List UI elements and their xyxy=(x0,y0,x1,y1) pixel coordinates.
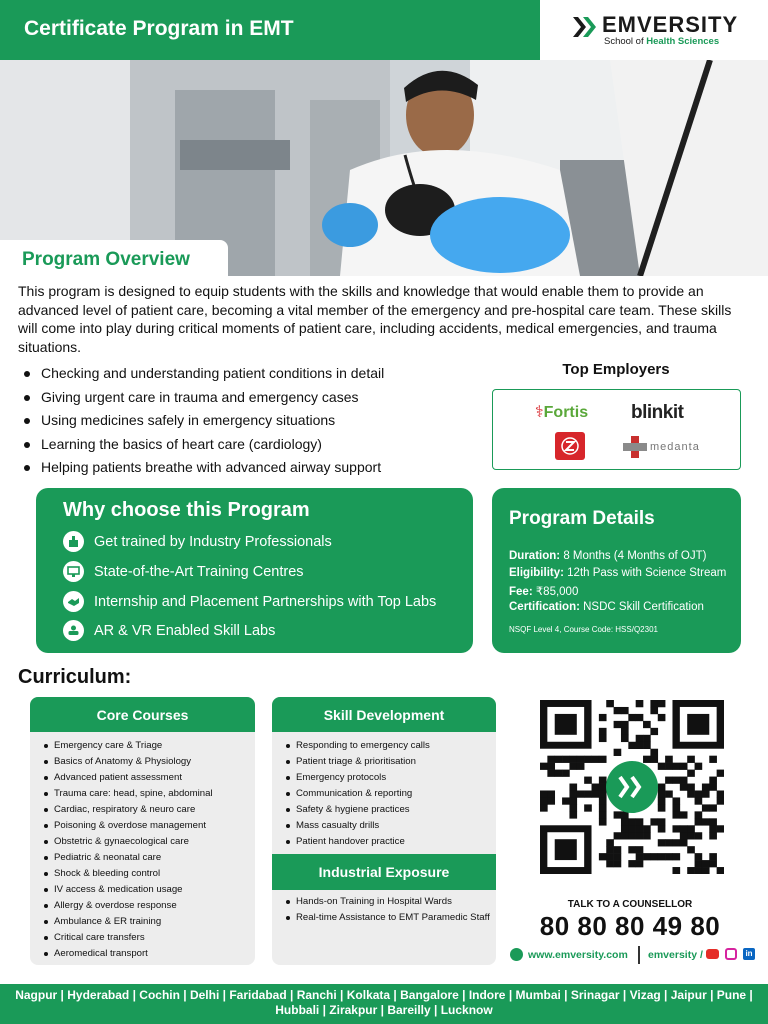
overview-heading: Program Overview xyxy=(0,240,228,278)
list-item: Mass casualty drills xyxy=(286,818,496,834)
brand-subtitle: School of Health Sciences xyxy=(604,36,720,47)
qr-code-graphic xyxy=(540,700,724,874)
zydus-z-icon xyxy=(560,436,580,456)
skill-development-list xyxy=(272,732,496,850)
list-item: Aeromedical transport xyxy=(44,946,255,962)
list-item: Hands-on Training in Hospital Wards xyxy=(286,894,496,910)
list-item: IV access & medication usage xyxy=(44,882,255,898)
list-item: Patient triage & prioritisation xyxy=(286,754,496,770)
duration-row: Duration: 8 Months (4 Months of OJT) xyxy=(509,550,707,562)
cities-line-2: Hubbali | Zirakpur | Bareilly | Lucknow xyxy=(275,1003,493,1017)
why-choose-panel xyxy=(36,488,473,653)
vr-headset-icon xyxy=(63,620,84,641)
list-item: Communication & reporting xyxy=(286,786,496,802)
details-heading: Program Details xyxy=(509,508,655,529)
list-item: Advanced patient assessment xyxy=(44,770,255,786)
list-item: Checking and understanding patient conditions in detail xyxy=(24,362,484,386)
social-handle: emversity / xyxy=(648,949,703,961)
industrial-exposure-title: Industrial Exposure xyxy=(272,854,496,890)
linkedin-icon[interactable]: in xyxy=(743,948,755,960)
training-centre-icon xyxy=(63,561,84,582)
skill-development-title: Skill Development xyxy=(272,697,496,732)
core-courses-card xyxy=(30,697,255,965)
program-details-panel xyxy=(492,488,741,653)
list-item: Patient handover practice xyxy=(286,834,496,850)
blinkit-logo: blinkit xyxy=(631,402,684,423)
brand-name: EMVERSITY xyxy=(602,12,739,37)
zydus-logo xyxy=(555,432,585,460)
counsellor-phone[interactable]: 80 80 80 49 80 xyxy=(539,911,721,941)
why-item: Get trained by Industry Professionals xyxy=(63,531,332,552)
list-item: Safety & hygiene practices xyxy=(286,802,496,818)
list-item: Pediatric & neonatal care xyxy=(44,850,255,866)
qr-center-logo-icon xyxy=(606,761,658,813)
divider xyxy=(638,946,640,964)
top-employers-logos xyxy=(492,389,741,470)
list-item: Critical care transfers xyxy=(44,930,255,946)
emversity-logo-icon xyxy=(570,14,598,40)
list-item: Obstetric & gynaecological care xyxy=(44,834,255,850)
curriculum-heading: Curriculum: xyxy=(18,666,132,688)
contact-row xyxy=(510,947,760,965)
list-item: Helping patients breathe with advanced airway support xyxy=(24,456,484,480)
cities-line-1: Nagpur | Hyderabad | Cochin | Delhi | Faridabad | Ranchi | Kolkata | Bangalore | Indore | Mumbai | Srinagar | Vizag | Jaipur | Pune | xyxy=(15,988,753,1002)
why-item: State-of-the-Art Training Centres xyxy=(63,561,304,582)
course-code-note: NSQF Level 4, Course Code: HSS/Q2301 xyxy=(509,625,658,634)
why-item: Internship and Placement Partnerships with Top Labs xyxy=(63,591,436,612)
counsellor-label: TALK TO A COUNSELLOR xyxy=(567,899,693,910)
header xyxy=(0,0,768,60)
medanta-logo: medanta xyxy=(623,436,700,458)
list-item: Learning the basics of heart care (cardiology) xyxy=(24,433,484,457)
list-item: Emergency care & Triage xyxy=(44,738,255,754)
fortis-logo: ⚕Fortis xyxy=(535,404,589,421)
overview-text: This program is designed to equip students with the skills and knowledge that would enable them to provide an advanced level of patient care, becoming a vital member of the emergency and pre-hospital care team. These skills will come into play during critical moments of patient care, including accidents, medical emergencies, and trauma situations. xyxy=(18,283,732,355)
footer-cities xyxy=(0,984,768,1024)
fee-row: Fee: ₹85,000 xyxy=(509,586,579,598)
list-item: Giving urgent care in trauma and emergency cases xyxy=(24,386,484,410)
eligibility-row: Eligibility: 12th Pass with Science Stream xyxy=(509,567,727,579)
list-item: Allergy & overdose response xyxy=(44,898,255,914)
handshake-icon xyxy=(63,591,84,612)
brand-logo[interactable] xyxy=(570,12,760,52)
certification-row: Certification: NSDC Skill Certification xyxy=(509,601,704,613)
list-item: Cardiac, respiratory & neuro care xyxy=(44,802,255,818)
list-item: Poisoning & overdose management xyxy=(44,818,255,834)
list-item: Shock & bleeding control xyxy=(44,866,255,882)
why-heading: Why choose this Program xyxy=(63,499,310,521)
page-title: Certificate Program in EMT xyxy=(0,0,540,60)
top-employers-title: Top Employers xyxy=(562,361,670,378)
industrial-exposure-list xyxy=(272,892,496,926)
overview-bullet-list xyxy=(24,362,484,480)
core-courses-title: Core Courses xyxy=(30,697,255,732)
list-item: Basics of Anatomy & Physiology xyxy=(44,754,255,770)
list-item: Using medicines safely in emergency situations xyxy=(24,409,484,433)
youtube-icon[interactable] xyxy=(706,949,719,959)
medanta-cross-icon xyxy=(623,436,647,458)
list-item: Responding to emergency calls xyxy=(286,738,496,754)
core-courses-list xyxy=(30,732,255,962)
instagram-icon[interactable] xyxy=(725,948,737,960)
why-item: AR & VR Enabled Skill Labs xyxy=(63,620,275,641)
list-item: Real-time Assistance to EMT Paramedic Staff xyxy=(286,910,496,926)
list-item: Trauma care: head, spine, abdominal xyxy=(44,786,255,802)
globe-icon xyxy=(510,948,523,961)
list-item: Emergency protocols xyxy=(286,770,496,786)
qr-code[interactable] xyxy=(540,700,724,874)
professionals-icon xyxy=(63,531,84,552)
website-link[interactable]: www.emversity.com xyxy=(528,949,628,961)
list-item: Ambulance & ER training xyxy=(44,914,255,930)
